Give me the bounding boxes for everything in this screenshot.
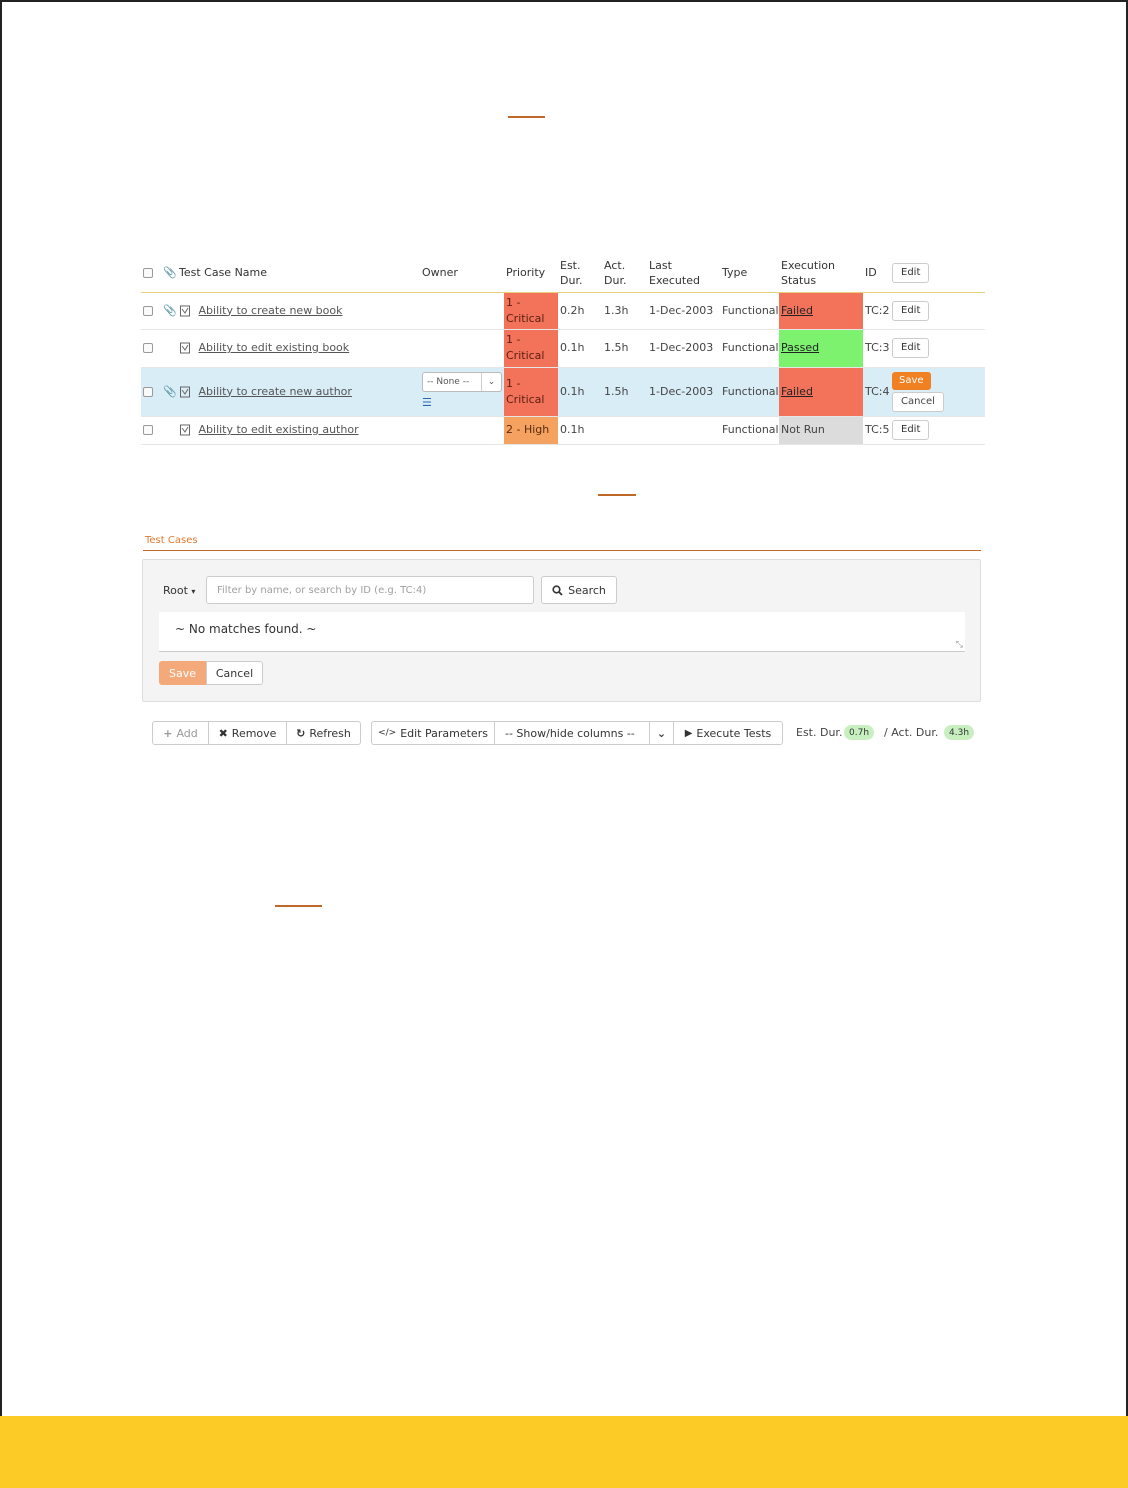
- act-dur-cell: 1.5h: [602, 367, 647, 416]
- act-dur-cell: 1.3h: [602, 292, 647, 329]
- type-cell: Functional: [720, 416, 779, 444]
- show-hide-columns-label: -- Show/hide columns --: [505, 726, 635, 740]
- chevron-down-icon[interactable]: ⌄: [481, 373, 501, 391]
- status-link[interactable]: Passed: [781, 341, 820, 354]
- owner-cell: [420, 329, 504, 367]
- header-id[interactable]: ID: [863, 254, 890, 292]
- chevron-down-icon: ⌄: [656, 726, 667, 740]
- refresh-icon: ↻: [296, 726, 306, 740]
- panel-save-button[interactable]: Save: [159, 661, 206, 685]
- table-row: [141, 292, 985, 329]
- search-button-label: Search: [568, 583, 606, 597]
- row-checkbox[interactable]: [143, 343, 153, 353]
- status-cell: Not Run: [779, 416, 863, 444]
- plus-icon: +: [163, 726, 173, 740]
- last-executed-cell: 1-Dec-2003: [647, 292, 720, 329]
- id-cell: TC:2: [863, 292, 890, 329]
- last-executed-cell: [647, 416, 720, 444]
- header-test-case-name[interactable]: Test Case Name: [177, 254, 420, 292]
- remove-button-label: Remove: [231, 726, 277, 740]
- edit-all-button[interactable]: Edit: [892, 263, 929, 283]
- id-cell: TC:4: [863, 367, 890, 416]
- header-last-executed[interactable]: Last Executed: [647, 254, 720, 292]
- row-cancel-button[interactable]: Cancel: [892, 392, 944, 412]
- test-case-icon: [179, 424, 191, 436]
- test-case-icon: [179, 342, 191, 354]
- edit-button[interactable]: Edit: [892, 420, 929, 440]
- row-checkbox[interactable]: [143, 306, 153, 316]
- test-case-link[interactable]: Ability to create new author: [198, 384, 352, 398]
- test-case-link[interactable]: Ability to create new book: [198, 303, 343, 317]
- remove-button[interactable]: [208, 721, 287, 745]
- priority-cell: 2 - High: [504, 416, 558, 444]
- owner-cell: [420, 416, 504, 444]
- est-dur-label: Est. Dur.: [796, 726, 843, 739]
- header-type[interactable]: Type: [720, 254, 779, 292]
- toolbar-group-edit: [152, 721, 361, 745]
- toolbar-group-view: [371, 721, 783, 745]
- id-cell: TC:3: [863, 329, 890, 367]
- type-cell: Functional: [720, 329, 779, 367]
- divider-rule: [508, 116, 545, 118]
- act-dur-label: / Act. Dur.: [884, 726, 939, 739]
- header-act-dur[interactable]: Act. Dur.: [602, 254, 647, 292]
- show-hide-dropdown-toggle[interactable]: [649, 721, 674, 745]
- type-cell: Functional: [720, 367, 779, 416]
- add-button-label: Add: [176, 726, 198, 740]
- footer-bar: [0, 1416, 1128, 1488]
- last-executed-cell: 1-Dec-2003: [647, 329, 720, 367]
- show-hide-columns-select[interactable]: [494, 721, 650, 745]
- section-divider: [143, 550, 981, 551]
- edit-button[interactable]: Edit: [892, 301, 929, 321]
- test-case-link[interactable]: Ability to edit existing author: [198, 423, 359, 436]
- edit-button[interactable]: Edit: [892, 338, 929, 358]
- caret-down-icon: ▾: [191, 587, 196, 596]
- resize-handle-icon[interactable]: ⤡: [955, 640, 963, 650]
- type-cell: Functional: [720, 292, 779, 329]
- owner-cell: [420, 292, 504, 329]
- root-dropdown-label: Root: [163, 584, 188, 597]
- search-button[interactable]: [541, 576, 617, 604]
- edit-parameters-button[interactable]: [371, 721, 495, 745]
- owner-select[interactable]: [422, 372, 502, 392]
- last-executed-cell: 1-Dec-2003: [647, 367, 720, 416]
- test-case-link[interactable]: Ability to edit existing book: [198, 341, 350, 354]
- root-dropdown[interactable]: [163, 584, 195, 597]
- table-row: [141, 416, 985, 444]
- search-icon: [552, 585, 563, 596]
- status-link[interactable]: Failed: [781, 303, 813, 317]
- priority-cell: 1 - Critical: [504, 367, 558, 416]
- act-dur-badge: 4.3h: [944, 725, 974, 740]
- header-owner[interactable]: Owner: [420, 254, 504, 292]
- execute-tests-button[interactable]: [673, 721, 783, 745]
- est-dur-cell: 0.1h: [558, 416, 602, 444]
- est-dur-cell: 0.1h: [558, 367, 602, 416]
- act-dur-cell: [602, 416, 647, 444]
- est-dur-cell: 0.1h: [558, 329, 602, 367]
- test-case-icon: [179, 386, 191, 398]
- no-matches-text: ~ No matches found. ~: [175, 622, 317, 636]
- test-case-search-panel: [142, 559, 981, 702]
- play-icon: ▶: [684, 727, 693, 739]
- filter-input[interactable]: [206, 576, 534, 604]
- est-dur-cell: 0.2h: [558, 292, 602, 329]
- paperclip-icon: 📎: [163, 303, 177, 317]
- refresh-button-label: Refresh: [309, 726, 351, 740]
- row-checkbox[interactable]: [143, 425, 153, 435]
- edit-parameters-label: Edit Parameters: [400, 726, 488, 740]
- row-save-button[interactable]: Save: [892, 372, 931, 390]
- paperclip-icon: 📎: [163, 384, 177, 398]
- add-button[interactable]: [152, 721, 209, 745]
- est-dur-badge: 0.7h: [844, 725, 874, 740]
- test-case-table: [141, 254, 985, 445]
- id-cell: TC:5: [863, 416, 890, 444]
- code-icon: </>: [378, 728, 397, 738]
- priority-cell: 1 - Critical: [504, 292, 558, 329]
- panel-cancel-button[interactable]: Cancel: [206, 661, 263, 685]
- status-link[interactable]: Failed: [781, 384, 813, 398]
- list-icon[interactable]: ☰: [422, 396, 432, 409]
- paperclip-icon: 📎: [163, 266, 177, 280]
- row-checkbox[interactable]: [143, 387, 153, 397]
- table-header-row: [141, 254, 985, 292]
- priority-cell: 1 - Critical: [504, 329, 558, 367]
- table-row-editing: [141, 367, 985, 416]
- act-dur-cell: 1.5h: [602, 329, 647, 367]
- refresh-button[interactable]: [286, 721, 361, 745]
- header-execution-status[interactable]: Execution Status: [779, 254, 863, 292]
- divider-rule: [598, 494, 636, 496]
- section-title: Test Cases: [145, 535, 198, 546]
- header-est-dur[interactable]: Est. Dur.: [558, 254, 602, 292]
- test-case-icon: [179, 305, 191, 317]
- select-all-checkbox[interactable]: [143, 268, 153, 278]
- results-box[interactable]: [159, 612, 965, 652]
- remove-icon: ✖: [218, 726, 228, 740]
- execute-tests-label: Execute Tests: [696, 726, 772, 740]
- table-row: [141, 329, 985, 367]
- header-priority[interactable]: Priority: [504, 254, 558, 292]
- divider-rule: [275, 905, 322, 907]
- owner-select-value: -- None --: [427, 377, 470, 387]
